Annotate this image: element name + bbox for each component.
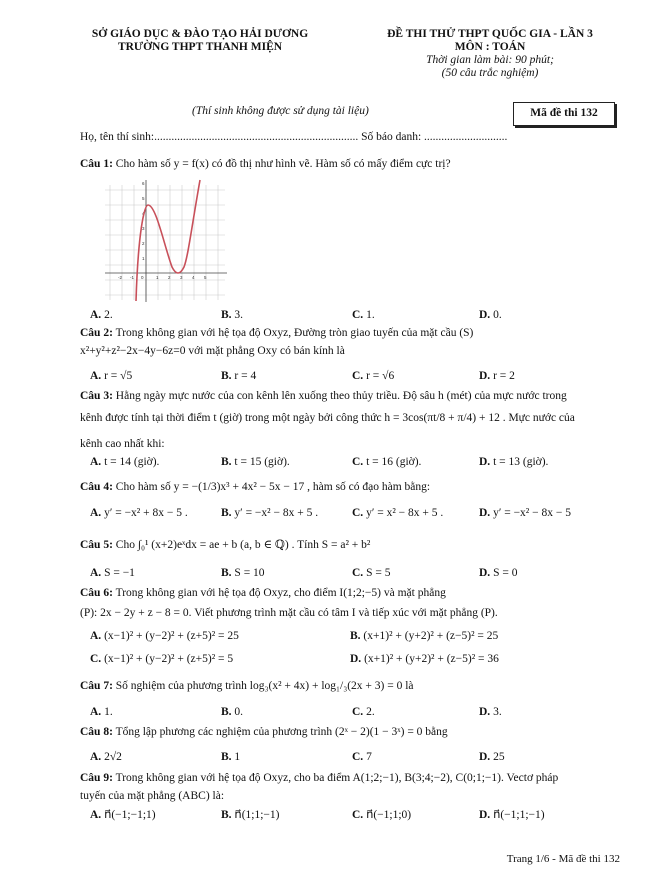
question-5 xyxy=(80,538,640,554)
question-9-line-2: tuyến của mặt phẳng (ABC) là: xyxy=(80,790,225,802)
option-text: y′ = x² − 8x + 5 . xyxy=(363,507,444,519)
q4-option-b xyxy=(221,506,318,522)
q9-option-c xyxy=(352,808,411,824)
option-letter: B. xyxy=(221,809,232,821)
q7-option-a xyxy=(90,705,113,721)
option-letter: D. xyxy=(479,370,491,382)
option-letter: C. xyxy=(352,309,364,321)
x-tick: 1 xyxy=(156,275,159,280)
option-text: 2. xyxy=(101,309,113,321)
option-letter: D. xyxy=(479,456,491,468)
x-tick: 2 xyxy=(168,275,171,280)
option-letter: D. xyxy=(479,809,491,821)
q8-option-a xyxy=(90,750,122,766)
q3-option-d xyxy=(479,455,548,471)
question-label: Câu 8: xyxy=(80,726,113,738)
option-letter: B. xyxy=(221,567,232,579)
question-6 xyxy=(80,586,640,602)
x-tick: 0 xyxy=(141,275,144,280)
name-field: Họ, tên thí sinh:....................................................................... xyxy=(80,131,359,143)
q2-option-d xyxy=(479,369,515,385)
option-text: 0. xyxy=(490,309,502,321)
option-text: n⃗(−1;1;−1) xyxy=(490,809,545,821)
option-letter: A. xyxy=(90,751,102,763)
option-text: r = √5 xyxy=(101,370,133,382)
q4-option-c xyxy=(352,506,443,522)
option-letter: D. xyxy=(479,507,491,519)
y-tick: 1 xyxy=(142,256,145,261)
y-tick: 6 xyxy=(142,181,145,186)
function-graph xyxy=(100,175,230,307)
option-letter: B. xyxy=(221,456,232,468)
option-letter: A. xyxy=(90,706,102,718)
question-text: Trong không gian với hệ tọa độ Oxyz, cho điểm I(1;2;−5) và mặt phẳng xyxy=(112,587,446,599)
option-letter: A. xyxy=(90,370,102,382)
question-label: Câu 9: xyxy=(80,772,113,784)
q4-option-a xyxy=(90,506,188,522)
option-letter: C. xyxy=(352,706,364,718)
q6-option-b xyxy=(350,629,498,645)
x-tick: -2 xyxy=(118,275,123,280)
question-2 xyxy=(80,326,640,342)
option-text: (x+1)² + (y+2)² + (z−5)² = 36 xyxy=(361,653,499,665)
q3-option-b xyxy=(221,455,290,471)
option-text: r = √6 xyxy=(363,370,395,382)
q6-option-a xyxy=(90,629,239,645)
q1-option-a xyxy=(90,308,113,324)
option-text: (x−1)² + (y−2)² + (z+5)² = 25 xyxy=(101,630,239,642)
option-text: y′ = −x² − 8x + 5 . xyxy=(231,507,319,519)
option-text: (x+1)² + (y+2)² + (z−5)² = 25 xyxy=(360,630,499,642)
id-field: Số báo danh: ............................. xyxy=(361,131,508,143)
q1-option-c xyxy=(352,308,375,324)
option-letter: B. xyxy=(221,370,232,382)
q9-option-a xyxy=(90,808,156,824)
exam-code-box: Mã đề thi 132 xyxy=(513,102,615,126)
q5-option-b xyxy=(221,566,265,582)
y-tick: 4 xyxy=(142,211,145,216)
option-text: 1. xyxy=(363,309,375,321)
option-text: S = 5 xyxy=(363,567,391,579)
option-letter: C. xyxy=(352,456,364,468)
q6-option-c xyxy=(90,652,233,668)
question-text: Tổng lập phương các nghiệm của phương trình (2ˣ − 2)(1 − 3ˣ) = 0 bằng xyxy=(112,726,448,738)
option-text: r = 4 xyxy=(231,370,257,382)
option-letter: D. xyxy=(350,653,362,665)
q7-option-c xyxy=(352,705,375,721)
question-label: Câu 3: xyxy=(80,390,113,402)
question-label: Câu 7: xyxy=(80,680,113,692)
option-letter: B. xyxy=(221,507,232,519)
question-label: Câu 6: xyxy=(80,587,113,599)
question-3 xyxy=(80,389,640,405)
x-tick: 3 xyxy=(180,275,183,280)
question-text: Số nghiệm của phương trình log₃(x² + 4x) + log₁/₃(2x + 3) = 0 là xyxy=(112,680,414,692)
school-name: TRƯỜNG THPT THANH MIỆN xyxy=(117,41,283,53)
q4-option-d xyxy=(479,506,571,522)
q2-option-b xyxy=(221,369,256,385)
question-label: Câu 1: xyxy=(80,158,113,170)
question-label: Câu 4: xyxy=(80,481,113,493)
option-text: S = 10 xyxy=(231,567,265,579)
header-right xyxy=(340,28,640,80)
question-3-line-2: kênh được tính tại thời điểm t (giờ) trong một ngày bởi công thức h = 3cos(πt/8 + π/4) + 12 . Mực nước của xyxy=(80,412,575,424)
option-text: 7 xyxy=(363,751,372,763)
option-letter: C. xyxy=(352,507,364,519)
option-text: 3. xyxy=(231,309,244,321)
option-text: 3. xyxy=(490,706,502,718)
option-text: (x−1)² + (y−2)² + (z+5)² = 5 xyxy=(101,653,234,665)
option-letter: A. xyxy=(90,630,102,642)
option-letter: B. xyxy=(221,706,232,718)
option-letter: C. xyxy=(352,751,364,763)
option-text: r = 2 xyxy=(490,370,515,382)
question-9 xyxy=(80,771,640,787)
question-text: Hằng ngày mực nước của con kênh lên xuống theo thủy triều. Độ sâu h (mét) của mực nước trong xyxy=(112,390,567,402)
y-tick: 3 xyxy=(142,226,145,231)
option-letter: A. xyxy=(90,567,102,579)
duration: Thời gian làm bài: 90 phút; xyxy=(426,54,554,66)
question-count: (50 câu trắc nghiệm) xyxy=(441,67,539,79)
question-text: Cho hàm số y = f(x) có đồ thị như hình vẽ. Hàm số có mấy điểm cực trị? xyxy=(112,158,451,170)
q5-option-d xyxy=(479,566,517,582)
question-text: Trong không gian với hệ tọa độ Oxyz, cho ba điểm A(1;2;−1), B(3;4;−2), C(0;1;−1). Vectơ pháp xyxy=(112,772,559,784)
question-4 xyxy=(80,480,640,496)
option-text: t = 16 (giờ). xyxy=(363,456,422,468)
department-name: SỞ GIÁO DỤC & ĐÀO TẠO HẢI DƯƠNG xyxy=(91,28,309,40)
x-tick: -1 xyxy=(130,275,135,280)
option-letter: D. xyxy=(479,751,491,763)
option-text: y′ = −x² + 8x − 5 . xyxy=(101,507,188,519)
question-text: Cho ∫₀¹ (x+2)eˣdx = ae + b (a, b ∈ ℚ) . Tính S = a² + b² xyxy=(112,539,371,551)
option-letter: B. xyxy=(221,309,232,321)
option-letter: C. xyxy=(352,567,364,579)
option-text: 25 xyxy=(490,751,505,763)
option-letter: D. xyxy=(479,567,491,579)
y-tick: 2 xyxy=(142,241,145,246)
question-3-line-3: kênh cao nhất khi: xyxy=(80,438,165,450)
option-letter: C. xyxy=(90,653,102,665)
exam-title: ĐỀ THI THỬ THPT QUỐC GIA - LẦN 3 xyxy=(387,28,593,40)
q9-option-d xyxy=(479,808,545,824)
option-letter: A. xyxy=(90,809,102,821)
option-letter: C. xyxy=(352,809,364,821)
question-8 xyxy=(80,725,640,741)
q3-option-c xyxy=(352,455,421,471)
q2-option-c xyxy=(352,369,394,385)
q8-option-d xyxy=(479,750,505,766)
q7-option-b xyxy=(221,705,243,721)
question-6-line-2: (P): 2x − 2y + z − 8 = 0. Viết phương trình mặt cầu có tâm I và tiếp xúc với mặt phẳng (P). xyxy=(80,607,498,619)
option-text: 0. xyxy=(231,706,244,718)
question-label: Câu 5: xyxy=(80,539,113,551)
option-text: 1 xyxy=(231,751,241,763)
option-letter: D. xyxy=(479,309,491,321)
question-text: Cho hàm số y = −(1/3)x³ + 4x² − 5x − 17 , hàm số có đạo hàm bằng: xyxy=(112,481,431,493)
option-text: 2. xyxy=(363,706,375,718)
question-label: Câu 2: xyxy=(80,327,113,339)
option-text: t = 15 (giờ). xyxy=(231,456,290,468)
option-letter: C. xyxy=(352,370,364,382)
q5-option-a xyxy=(90,566,135,582)
option-text: t = 14 (giờ). xyxy=(101,456,160,468)
question-1 xyxy=(80,157,640,173)
q3-option-a xyxy=(90,455,159,471)
header-left xyxy=(70,28,330,54)
option-text: S = 0 xyxy=(490,567,518,579)
candidate-info-line xyxy=(80,130,640,146)
option-letter: D. xyxy=(479,706,491,718)
option-text: n⃗(−1;−1;1) xyxy=(101,809,156,821)
option-text: 1. xyxy=(101,706,113,718)
question-7 xyxy=(80,679,640,695)
q7-option-d xyxy=(479,705,502,721)
q6-option-d xyxy=(350,652,499,668)
option-letter: A. xyxy=(90,309,102,321)
option-text: y′ = −x² − 8x − 5 xyxy=(490,507,571,519)
q9-option-b xyxy=(221,808,280,824)
x-tick: 5 xyxy=(204,275,207,280)
q2-option-a xyxy=(90,369,132,385)
question-2-line-2: x²+y²+z²−2x−4y−6z=0 với mặt phẳng Oxy có bán kính là xyxy=(80,345,345,357)
option-letter: B. xyxy=(350,630,361,642)
q5-option-c xyxy=(352,566,390,582)
option-text: S = −1 xyxy=(101,567,135,579)
option-text: 2√2 xyxy=(101,751,122,763)
option-letter: B. xyxy=(221,751,232,763)
question-text: Trong không gian với hệ tọa độ Oxyz, Đường tròn giao tuyến của mặt cầu (S) xyxy=(112,327,474,339)
option-text: n⃗(−1;1;0) xyxy=(363,809,412,821)
option-letter: A. xyxy=(90,456,102,468)
option-text: n⃗(1;1;−1) xyxy=(231,809,280,821)
x-tick: 4 xyxy=(192,275,195,280)
subject: MÔN : TOÁN xyxy=(454,41,526,53)
q1-option-d xyxy=(479,308,502,324)
q8-option-c xyxy=(352,750,372,766)
page-footer: Trang 1/6 - Mã đề thi 132 xyxy=(506,853,620,865)
no-documents-note: (Thí sinh không được sử dụng tài liệu) xyxy=(192,105,369,117)
option-text: t = 13 (giờ). xyxy=(490,456,549,468)
q1-option-b xyxy=(221,308,243,324)
q8-option-b xyxy=(221,750,240,766)
option-letter: A. xyxy=(90,507,102,519)
y-tick: 5 xyxy=(142,196,145,201)
